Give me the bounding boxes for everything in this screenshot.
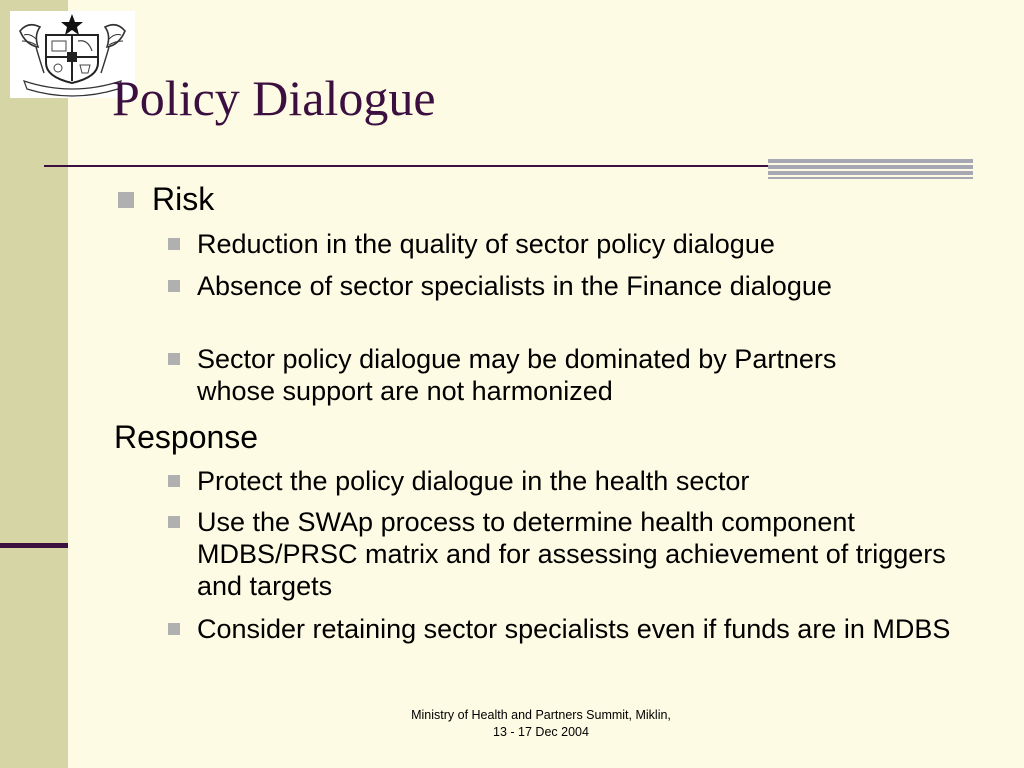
response-item-2: Use the SWAp process to determine health component MDBS/PRSC matrix and for assessing achievement of triggers and targets: [197, 506, 972, 602]
slide-title: Policy Dialogue: [112, 70, 436, 126]
square-bullet-icon: [168, 516, 180, 528]
response-item-3: Consider retaining sector specialists even if funds are in MDBS: [197, 613, 972, 645]
footer-line-2: 13 - 17 Dec 2004: [493, 725, 589, 739]
risk-heading: Risk: [152, 180, 214, 218]
risk-item-3: Sector policy dialogue may be dominated by Partners whose support are not harmonized: [197, 343, 897, 407]
footer-line-1: Ministry of Health and Partners Summit, Miklin,: [411, 708, 671, 722]
square-bullet-icon: [168, 475, 180, 487]
square-bullet-icon: [168, 280, 180, 292]
square-bullet-icon: [118, 192, 134, 208]
risk-item-2: Absence of sector specialists in the Finance dialogue: [197, 270, 897, 302]
slide-footer: [382, 707, 700, 741]
risk-item-1: Reduction in the quality of sector policy dialogue: [197, 228, 977, 260]
square-bullet-icon: [168, 238, 180, 250]
square-bullet-icon: [168, 353, 180, 365]
square-bullet-icon: [168, 623, 180, 635]
decorative-gray-bars: [768, 159, 973, 179]
response-item-1: Protect the policy dialogue in the health sector: [197, 465, 977, 497]
left-decorative-band: [0, 0, 68, 768]
left-accent-bar: [0, 543, 68, 548]
response-heading: Response: [114, 419, 259, 455]
title-underline: [44, 165, 772, 167]
